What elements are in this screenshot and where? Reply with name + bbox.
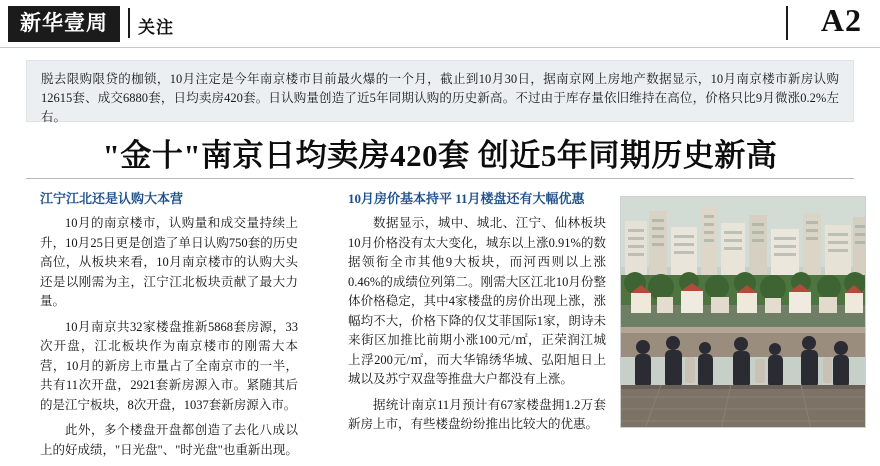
paragraph: 据统计南京11月预计有67家楼盘拥1.2万套新房上市，有些楼盘纷纷推出比较大的优惠。 bbox=[348, 397, 606, 431]
real-estate-model-showroom-photo bbox=[620, 196, 866, 428]
lead-summary-box bbox=[26, 60, 854, 122]
publication-logo bbox=[8, 6, 120, 40]
body-column-left bbox=[40, 190, 298, 466]
page-number: A2 bbox=[820, 2, 862, 38]
paragraph: 10月的南京楼市，认购量和成交量持续上升，10月25日更是创造了单日认购750套的历史高位，从板块来看，10月南京楼市的认购大头还是以刚需为主，江宁江北板块贡献了最大力量。 bbox=[40, 216, 298, 308]
logo-underline bbox=[8, 40, 120, 42]
paragraph: 数据显示，城中、城北、江宁、仙林板块10月价格没有太大变化，城东以上涨0.91%的数据领衔全市其他9大板块，而河西则以上涨0.46%的成绩位列第二。刚需大区江北10月份整体价格稳定，其中4家楼盘的房价出现上涨，涨幅均不大，价格下降的仅艾菲国际1家，朗诗未来街区加推比前期小涨100元/㎡，正荣润江城上浮200元/㎡，而大华锦绣华城、弘阳旭日上城以及苏宁双盘等推盘大户都没有上涨。 bbox=[348, 216, 606, 386]
subheading-right: 10月房价基本持平 11月楼盘还有大幅优惠 bbox=[348, 191, 585, 206]
section-divider bbox=[128, 8, 130, 38]
lead-summary-text: 脱去限购限贷的枷锁，10月注定是今年南京楼市目前最火爆的一个月，截止到10月30日，据南京网上房地产数据显示，10月南京楼市新房认购12615套、成交6880套，日均卖房420套。日认购量创造了近5年同期认购的历史新高。不过由于库存量依旧维持在高位，价格只比9月微涨0.2%左右。 bbox=[41, 72, 839, 124]
paragraph: 10月南京共32家楼盘推新5868套房源，33次开盘，江北板块作为南京楼市的刚需大本营，10月的新房上市量占了全南京市的一半，共有11次开盘，2921套新房源入市。紧随其后的是江宁板块，8次开盘，1037套新房源入市。 bbox=[40, 319, 298, 412]
masthead bbox=[0, 0, 880, 48]
article-headline: "金十"南京日均卖房420套 创近5年同期历史新高 bbox=[102, 138, 778, 173]
section-label: 关注 bbox=[138, 18, 174, 37]
publication-logo-text: 新华壹周 bbox=[20, 10, 108, 35]
subheading-left: 江宁江北还是认购大本营 bbox=[40, 191, 184, 206]
page-number-divider bbox=[786, 6, 788, 40]
paragraph: 此外，多个楼盘开盘都创造了去化八成以上的好成绩，"日光盘"、"时光盘"也重新出现。 bbox=[40, 423, 298, 457]
masthead-rule bbox=[0, 47, 880, 48]
body-column-right bbox=[348, 190, 606, 441]
headline-rule bbox=[26, 178, 854, 179]
photo-illustration bbox=[621, 197, 866, 428]
